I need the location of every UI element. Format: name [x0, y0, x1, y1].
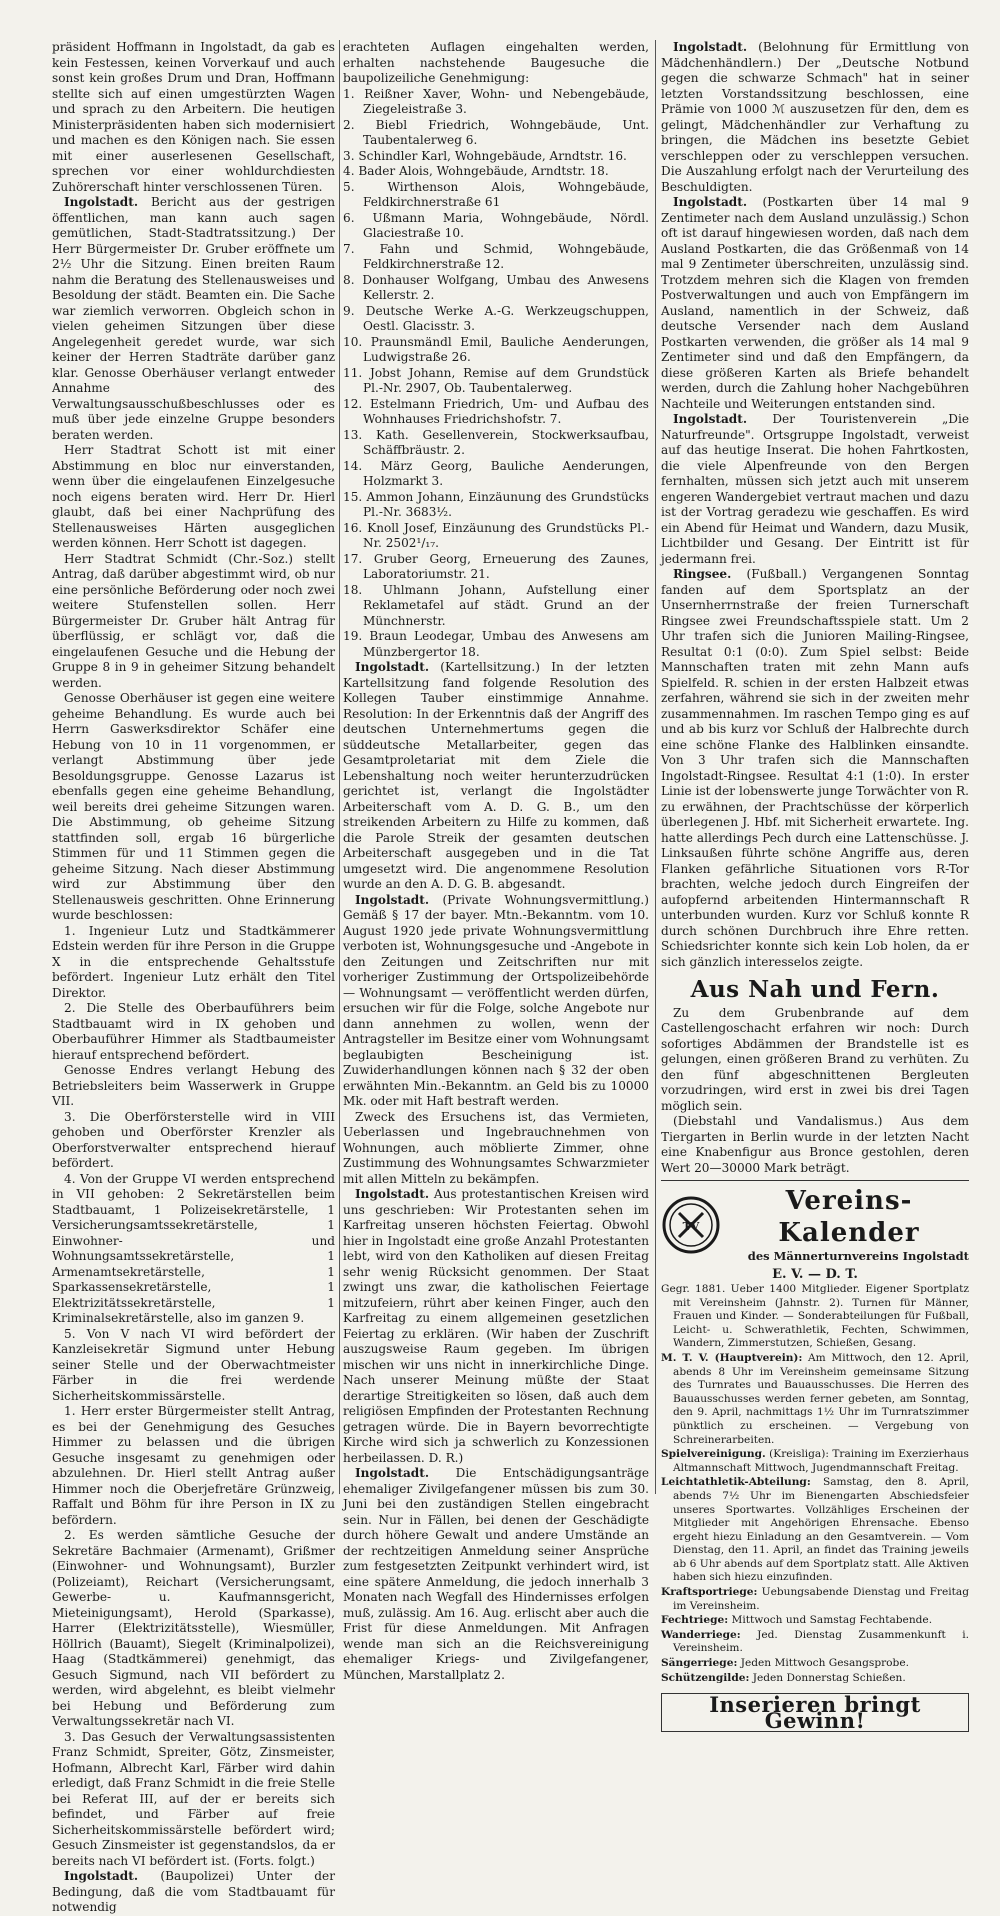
article-paragraph: 5. Von V nach VI wird befördert der Kanzleisekretär Sigmund unter Hebung seiner Stelle und der Oberwachtmeister Färber in die frei werdende Sicherheitskommissärstelle.	[52, 1326, 335, 1403]
list-item: 6. Ußmann Maria, Wohngebäude, Nördl. Glaciestraße 10.	[343, 210, 649, 240]
article-paragraph: Zu dem Grubenbrande auf dem Castellengoschacht erfahren wir noch: Durch sofortiges Abdämmen der Brandstelle ist es gelungen, einen größeren Brand zu verhüten. Zu den fünf abgeschnittenen Bergleuten vorzudringen, wird erst in zwei bis drei Tagen möglich sein.	[661, 1005, 969, 1113]
article-paragraph: Ingolstadt. (Belohnung für Ermittlung von Mädchenhändlern.) Der „Deutsche Notbund gegen die schwarze Schmach" hat in seiner letzten Vorstandssitzung beschlossen, eine Prämie von 1000 ℳ auszusetzen für den, dem es gelingt, Mädchenhändler zur Verhaftung zu bringen, die Mädchen ins besetzte Gebiet verschleppen oder zu verschleppen versuchen. Die Auszahlung erfolgt nach der Verurteilung des Beschuldigten.	[661, 40, 969, 194]
article-paragraph: Ingolstadt. (Kartellsitzung.) In der letzten Kartellsitzung fand folgende Resolution des Kollegen Tauber einstimmige Annahme. Resolution: In der Erkenntnis daß der Angriff des deutschen Unternehmertums gegen die süddeutsche Metallarbeiter, gegen das Gesamtproletariat mit dem Ziele die Lebenshaltung noch weiter herunterzudrücken gerichtet ist, verlangt die Ingolstädter Arbeiterschaft vom A. D. G. B., um den streikenden Arbeitern zu Hilfe zu kommen, daß die Parole Streik der gesamten deutschen Arbeiterschaft ausgegeben und in die Tat umgesetzt wird. Die angenommene Resolution wurde an den A. D. G. B. abgesandt.	[343, 660, 649, 891]
article-dateline: Ringsee.	[673, 567, 732, 581]
list-item: 7. Fahn und Schmid, Wohngebäude, Feldkirchnerstraße 12.	[343, 241, 649, 271]
divider	[661, 1180, 969, 1181]
column-2	[343, 40, 649, 1682]
list-item: 1. Reißner Xaver, Wohn- und Nebengebäude, Ziegeleistraße 3.	[343, 86, 649, 116]
list-item: 4. Bader Alois, Wohngebäude, Arndtstr. 18.	[343, 164, 609, 178]
advertising-slogan: Inserieren bringt Gewinn!	[661, 1693, 969, 1732]
list-item: 18. Uhlmann Johann, Aufstellung einer Reklametafel auf städt. Grund an der Münchnerstr.	[343, 582, 649, 628]
list-item: 9. Deutsche Werke A.-G. Werkzeugschuppen, Oestl. Glacisstr. 3.	[343, 303, 649, 333]
article-paragraph: Ingolstadt. Aus protestantischen Kreisen wird uns geschrieben: Wir Protestanten sehen im Karfreitag unseren höchsten Feiertag. Obwohl hier in Ingolstadt eine große Anzahl Protestanten lebt, wird von den Katholiken auf diesen Freitag sehr wenig Rücksicht genommen. Der Staat zwingt uns zwar, die katholischen Feiertage mitzufeiern, rührt aber keinen Finger, auch den Karfreitag zu einem allgemeinen gesetzlichen Feiertag zu erklären. (Wir haben der Zuschrift auszugsweise Raum gegeben. Im übrigen mischen wir uns nicht in innerkirchliche Dinge. Nach unserer Meinung müßte der Staat derartige Streitigkeiten so lösen, daß auch dem religiösen Empfinden der Protestanten Rechnung getragen würde. Die in Bayern bevorrechtigte Kirche wird sich ja schwerlich zu Konzessionen herbeilassen. D. R.)	[343, 1187, 649, 1465]
list-item: 11. Jobst Johann, Remise auf dem Grundstück Pl.-Nr. 2907, Ob. Taubentalerweg.	[343, 365, 649, 395]
calendar-header	[661, 1185, 969, 1265]
article-paragraph: (Diebstahl und Vandalismus.) Aus dem Tiergarten in Berlin wurde in der letzten Nacht eine Knabenfigur aus Bronce gestohlen, deren Wert 20—30000 Mark beträgt.	[661, 1114, 969, 1175]
calendar-entry: Spielvereinigung. (Kreisliga): Training im Exerzierhaus Altmannschaft Mittwoch, Jugendmannschaft Freitag.	[661, 1448, 969, 1474]
calendar-entry: Gegr. 1881. Ueber 1400 Mitglieder. Eigener Sportplatz mit Vereinsheim (Jahnstr. 2). Turnen für Männer, Frauen und Kinder. — Sonderabteilungen für Fußball, Leicht- u. Schwerathletik, Fechten, Schwimmen, Wandern, Zimmerstutzen, Schießen, Gesang.	[661, 1283, 969, 1350]
article-dateline: Ingolstadt.	[64, 1869, 139, 1883]
calendar-entry: Schützengilde: Jeden Donnerstag Schießen.	[661, 1671, 906, 1684]
list-item: 16. Knoll Josef, Einzäunung des Grundstücks Pl.-Nr. 2502¹/₁₇.	[343, 520, 649, 550]
calendar-entry: Sängerriege: Jeden Mittwoch Gesangsprobe.	[661, 1657, 909, 1670]
list-item: 3. Schindler Karl, Wohngebäude, Arndtstr. 16.	[343, 148, 627, 163]
article-paragraph: Ingolstadt. (Postkarten über 14 mal 9 Zentimeter nach dem Ausland unzulässig.) Schon oft ist darauf hingewiesen worden, daß nach dem Ausland Postkarten, die das Größenmaß von 14 mal 9 Zentimeter überschreiten, unzulässig sind. Trotzdem mehren sich die Klagen von fremden Postverwaltungen und auch von Empfängern im Ausland, namentlich in der Schweiz, daß deutsche Versender nach dem Ausland Postkarten verwenden, die größer als 14 mal 9 Zentimeter sind und daß den Empfängern, da diese größeren Karten als Briefe behandelt werden, durch die Zahlung hoher Nachgebühren Nachteile und Weiterungen entstanden sind.	[661, 195, 969, 411]
calendar-entry: Leichtathletik-Abteilung: Samstag, den 8. April, abends 7½ Uhr im Bienengarten Abschiedsfeier unseres Sportwartes. Vollzähliges Erscheinen der Mitglieder mit Angehörigen Ehrensache. Ebenso ergeht hiezu Einladung an den Gesamtverein. — Vom Dienstag, den 11. April, an findet das Training jeweils ab 6 Uhr abends auf dem Sportplatz statt. Alle Aktiven haben sich hiezu einzufinden.	[661, 1476, 969, 1584]
article-paragraph: Ingolstadt. Der Touristenverein „Die Naturfreunde". Ortsgruppe Ingolstadt, verweist auf das heutige Inserat. Die hohen Fahrtkosten, die viele Alpenfreunde von den Bergen fernhalten, müssen sich jetzt auch mit unserem engeren Wandergebiet vertraut machen und dazu ist der Vortrag geradezu wie geschaffen. Es wird ein Abend für Heimat und Wandern, dazu Musik, Lichtbilder und Gesang. Der Eintritt ist für jedermann frei.	[661, 412, 969, 566]
calendar-entry: M. T. V. (Hauptverein): Am Mittwoch, den 12. April, abends 8 Uhr im Vereinsheim gemeinsame Sitzung des Turnrates und Bauausschusses. Die Herren des Bauausschusses werden ferner gebeten, am Sonntag, den 9. April, nachmittags 1½ Uhr im Turnratszimmer pünktlich zu erscheinen. — Vergebung von Schreinerarbeiten.	[661, 1351, 969, 1446]
section-heading: Aus Nah und Fern.	[690, 976, 940, 1003]
article-dateline: Ingolstadt.	[64, 195, 139, 209]
article-paragraph: erachteten Auflagen eingehalten werden, erhalten nachstehende Baugesuche die baupolizeiliche Genehmigung:	[343, 40, 649, 85]
svg-text:TV: TV	[682, 1219, 700, 1233]
calendar-title: Vereins-Kalender	[778, 1186, 920, 1248]
article-paragraph: Herr Stadtrat Schmidt (Chr.-Soz.) stellt Antrag, daß darüber abgestimmt wird, ob nur eine persönliche Beförderung oder noch zwei weitere Stufenstellen sollen. Herr Bürgermeister Dr. Gruber hält Antrag für überflüssig, er schlägt vor, daß die eingelaufenen Gesuche und die Hebung der Gruppe 8 in 9 in geheimer Sitzung behandelt werden.	[52, 551, 335, 690]
calendar-body	[661, 1283, 969, 1685]
article-paragraph: 3. Das Gesuch der Verwaltungsassistenten Franz Schmidt, Spreiter, Götz, Zinsmeister, Hofmann, Albrecht Karl, Färber wird dahin erledigt, daß Franz Schmidt in die freie Stelle bei Referat III, auf der er bereits sich befindet, und Färber auf freie Sicherheitskommissärstelle befördert wird; Gesuch Zinsmeister ist gegenstandslos, da er bereits nach VI befördert ist. (Forts. folgt.)	[52, 1729, 335, 1868]
list-item: 17. Gruber Georg, Erneuerung des Zaunes, Laboratoriumstr. 21.	[343, 551, 649, 581]
article-dateline: Ingolstadt.	[355, 660, 430, 674]
list-item: 14. März Georg, Bauliche Aenderungen, Holzmarkt 3.	[343, 458, 649, 488]
list-item: 12. Estelmann Friedrich, Um- und Aufbau des Wohnhauses Friedrichshofstr. 7.	[343, 396, 649, 426]
club-calendar	[661, 1185, 969, 1685]
article-paragraph: Ingolstadt. Die Entschädigungsanträge ehemaliger Zivilgefangener müssen bis zum 30. Juni bei den zuständigen Stellen eingebracht sein. Nur in Fällen, bei denen der Geschädigte durch höhere Gewalt und andere Umstände an der rechtzeitigen Anmeldung seiner Ansprüche zum festgesetzten Zeitpunkt verhindert wird, ist eine spätere Anmeldung, die jedoch innerhalb 3 Monaten nach Wegfall des Hindernisses erfolgen muß, zulässig. Am 16. Aug. erlischt aber auch die Frist für diese Anmeldungen. Mit Anfragen wende man sich an die Reichsvereinigung ehemaliger Kriegs- und Zivilgefangener, München, Marstallplatz 2.	[343, 1466, 649, 1682]
article-paragraph: 4. Von der Gruppe VI werden entsprechend in VII gehoben: 2 Sekretärstellen beim Stadtbauamt, 1 Polizeisekretärstelle, 1 Versicherungsamtssekretärstelle, 1 Einwohner- und Wohnungsamtssekretärstelle, 1 Armenamtsekretärstelle, 1 Sparkassensekretärstelle, 1 Elektrizitätssekretärstelle, 1 Kriminalsekretärstelle, also im ganzen 9.	[52, 1171, 335, 1325]
article-paragraph: 2. Die Stelle des Oberbauführers beim Stadtbauamt wird in IX gehoben und Oberbauführer Himmer als Stadtbaumeister hierauf entsprechend befördert.	[52, 1001, 335, 1062]
article-paragraph: 2. Es werden sämtliche Gesuche der Sekretäre Bachmaier (Armenamt), Grißmer (Einwohner- und Wohnungsamt), Burzler (Polizeiamt), Reichart (Versicherungsamt, Gewerbe- u. Kaufmannsgericht, Mieteinigungsamt), Herold (Sparkasse), Harrer (Elektrizitätsstelle), Wiesmüller, Höllrich (Bauamt), Siegelt (Kriminalpolizei), Haag (Stadtkämmerei) genehmigt, das Gesuch Sigmund, nach VII befördert zu werden, wird abgelehnt, es bleibt vielmehr bei Hebung und Beförderung zum Verwaltungssekretär nach VI.	[52, 1528, 335, 1728]
article-paragraph: Genosse Endres verlangt Hebung des Betriebsleiters beim Wasserwerk in Gruppe VII.	[52, 1063, 335, 1108]
article-dateline: Ingolstadt.	[355, 1466, 430, 1480]
club-emblem-icon	[661, 1195, 721, 1255]
list-item: 8. Donhauser Wolfgang, Umbau des Anwesens Kellerstr. 2.	[343, 272, 649, 302]
list-item: 2. Biebl Friedrich, Wohngebäude, Unt. Taubentalerweg 6.	[343, 117, 649, 147]
article-dateline: Ingolstadt.	[673, 195, 748, 209]
continuation-note: (Forts. folgt.)	[233, 1853, 315, 1868]
article-paragraph: Ringsee. (Fußball.) Vergangenen Sonntag fanden auf dem Sportsplatz an der Unsernherrnstraße der freien Turnerschaft Ringsee zwei Freundschaftsspiele statt. Um 2 Uhr trafen sich die Junioren Mailing-Ringsee, Resultat 0:1 (0:0). Zum Spiel selbst: Beide Mannschaften traten mit zehn Mann aufs Spielfeld. R. schien in der ersten Halbzeit etwas zerfahren, während sie sich in der zweiten mehr zusammennahmen. Im raschen Tempo ging es auf und ab bis kurz vor Schluß der Halbrechte durch eine schöne Flanke des Halblinken einsandte. Von 3 Uhr trafen sich die Mannschaften Ingolstadt-Ringsee. Resultat 4:1 (1:0). In erster Linie ist der lobenswerte junge Torwächter von R. zu erwähnen, der Prachtschüsse der körperlich überlegenen J. Hbf. mit Sicherheit erwartete. Ing. hatte allerdings Pech durch eine Lattenschüsse. J. Linksaußen führte schöne Angriffe aus, deren Flanken gefährliche Situationen vors R-Tor brachten, welche jedoch durch Eingreifen der aufopfernd arbeitenden Hintermannschaft R unterbunden wurden. Kurz vor Schluß konnte R durch schönen Durchbruch ihre Ehre retten. Schiedsrichter konnte sich kein Lob holen, da er sich gänzlich interesselos zeigte.	[661, 567, 969, 969]
article-paragraph: Zweck des Ersuchens ist, das Vermieten, Ueberlassen und Ingebrauchnehmen von Wohnungen, auch möblierte Zimmer, ohne Zustimmung des Wohnungsamtes Schwarzmieter mit allen Mitteln zu bekämpfen.	[343, 1109, 649, 1186]
list-item: 15. Ammon Johann, Einzäunung des Grundstücks Pl.-Nr. 3683½.	[343, 489, 649, 519]
building-permit-list	[343, 87, 649, 661]
article-paragraph: Genosse Oberhäuser ist gegen eine weitere geheime Behandlung. Es wurde auch bei Herrn Gaswerksdirektor Schäfer eine Hebung von 10 in 11 vorgenommen, er verlangt Abstimmung über jede Besoldungsgruppe. Genosse Lazarus ist ebenfalls gegen eine geheime Behandlung, weil bereits drei geheime Sitzungen waren. Die Abstimmung, ob geheime Sitzung stattfinden soll, ergab 16 bürgerliche Stimmen für und 11 Stimmen gegen die geheime Sitzung. Nach dieser Abstimmung wird zur Abstimmung über den Stellenausweis geschritten. Ohne Erinnerung wurde beschlossen:	[52, 691, 335, 922]
list-item: 5. Wirthenson Alois, Wohngebäude, Feldkirchnerstraße 61	[343, 179, 649, 209]
list-item: 10. Praunsmändl Emil, Bauliche Aenderungen, Ludwigstraße 26.	[343, 334, 649, 364]
article-paragraph: Ingolstadt. Bericht aus der gestrigen öffentlichen, man kann auch sagen gemütlichen, Stadt-Stadtratssitzung.) Der Herr Bürgermeister Dr. Gruber eröffnete um 2½ Uhr die Sitzung. Einen breiten Raum nahm die Beratung des Stellenausweises und Besoldung der städt. Beamten ein. Die Sache war ziemlich verworren. Obgleich schon in vielen geheimen Sitzungen über diese Angelegenheit geredet wurde, war sich keiner der Herren Stadträte darüber ganz klar. Genosse Oberhäuser verlangt entweder Annahme des Verwaltungsausschußbeschlusses oder es muß über jede einzelne Gruppe besonders beraten werden.	[52, 195, 335, 442]
article-dateline: Ingolstadt.	[673, 412, 748, 426]
column-divider	[655, 40, 656, 1494]
article-paragraph: 3. Die Oberförsterstelle wird in VIII gehoben und Oberförster Krenzler als Oberforstverwalter entsprechend hierauf befördert.	[52, 1109, 335, 1170]
column-divider	[339, 40, 340, 1494]
article-paragraph: präsident Hoffmann in Ingolstadt, da gab es kein Festessen, keinen Vorverkauf und auch sonst kein großes Drum und Dran, Hoffmann stellte sich auf einen umgestürzten Wagen und sprach zu den Arbeitern. Die heutigen Ministerpräsidenten haben sich modernisiert und machen es den Königen nach. Sie essen mit einer auserlesenen Gesellschaft, sprechen vor einer wohldurchdiesten Zuhörerschaft hinter verschlossenen Türen.	[52, 40, 335, 194]
article-paragraph: Ingolstadt. (Private Wohnungsvermittlung.) Gemäß § 17 der bayer. Mtn.-Bekanntm. vom 10. August 1920 jede private Wohnungsvermittlung verboten ist, Wohnungsgesuche und -Angebote in den Zeitungen und Zeitschriften nur mit vorheriger Zustimmung der Ortspolizeibehörde — Wohnungsamt — veröffentlicht werden dürfen, ersuchen wir für die Folge, solche Angebote nur dann annehmen zu wollen, wenn der Antragsteller im Besitze einer vom Wohnungsamt beglaubigten Bescheinigung ist. Zuwiderhandlungen können nach § 32 der oben erwähnten Min.-Bekanntm. an Geld bis zu 10000 Mk. oder mit Haft bestraft werden.	[343, 892, 649, 1108]
article-dateline: Ingolstadt.	[673, 40, 748, 54]
calendar-entry: Wanderriege: Jed. Dienstag Zusammenkunft i. Vereinsheim.	[661, 1628, 969, 1655]
calendar-subtitle: des Männerturnvereins Ingolstadt	[747, 1249, 969, 1263]
column-3	[661, 40, 969, 1733]
calendar-entry: Kraftsportriege: Uebungsabende Dienstag und Freitag im Vereinsheim.	[661, 1586, 969, 1612]
article-paragraph: Herr Stadtrat Schott ist mit einer Abstimmung en bloc nur einverstanden, wenn über die eingelaufenen Einzelgesuche noch eigens beraten wird. Herr Dr. Hierl glaubt, daß bei einer Nachprüfung des Stellenausweises Härten ausgeglichen werden können. Herr Schott ist dagegen.	[52, 443, 335, 550]
article-paragraph: 1. Herr erster Bürgermeister stellt Antrag, es bei der Genehmigung des Gesuches Himmer zu belassen und die übrigen Gesuche insgesamt zu genehmigen oder abzulehnen. Dr. Hierl stellt Antrag außer Himmer noch die Oberjefretäre Grünzweig, Raffalt und Böhm für ihre Person in IX zu befördern.	[52, 1404, 335, 1527]
article-paragraph: Ingolstadt. (Baupolizei) Unter der Bedingung, daß die vom Stadtbauamt für notwendig	[52, 1869, 335, 1914]
list-item: 13. Kath. Gesellenverein, Stockwerksaufbau, Schäffbräustr. 2.	[343, 427, 649, 457]
list-item: 19. Braun Leodegar, Umbau des Anwesens am Münzbergertor 18.	[343, 629, 649, 659]
calendar-entry: Fechtriege: Mittwoch und Samstag Fechtabende.	[661, 1614, 933, 1627]
article-dateline: Ingolstadt.	[355, 1187, 430, 1201]
column-1	[52, 40, 335, 1914]
calendar-titles	[729, 1185, 969, 1265]
article-paragraph: 1. Ingenieur Lutz und Stadtkämmerer Edstein werden für ihre Person in die Gruppe X in die entsprechende Gehaltsstufe befördert. Ingenieur Lutz erhält den Titel Direktor.	[52, 923, 335, 1000]
article-dateline: Ingolstadt.	[355, 892, 430, 907]
calendar-org: E. V. — D. T.	[772, 1266, 858, 1282]
